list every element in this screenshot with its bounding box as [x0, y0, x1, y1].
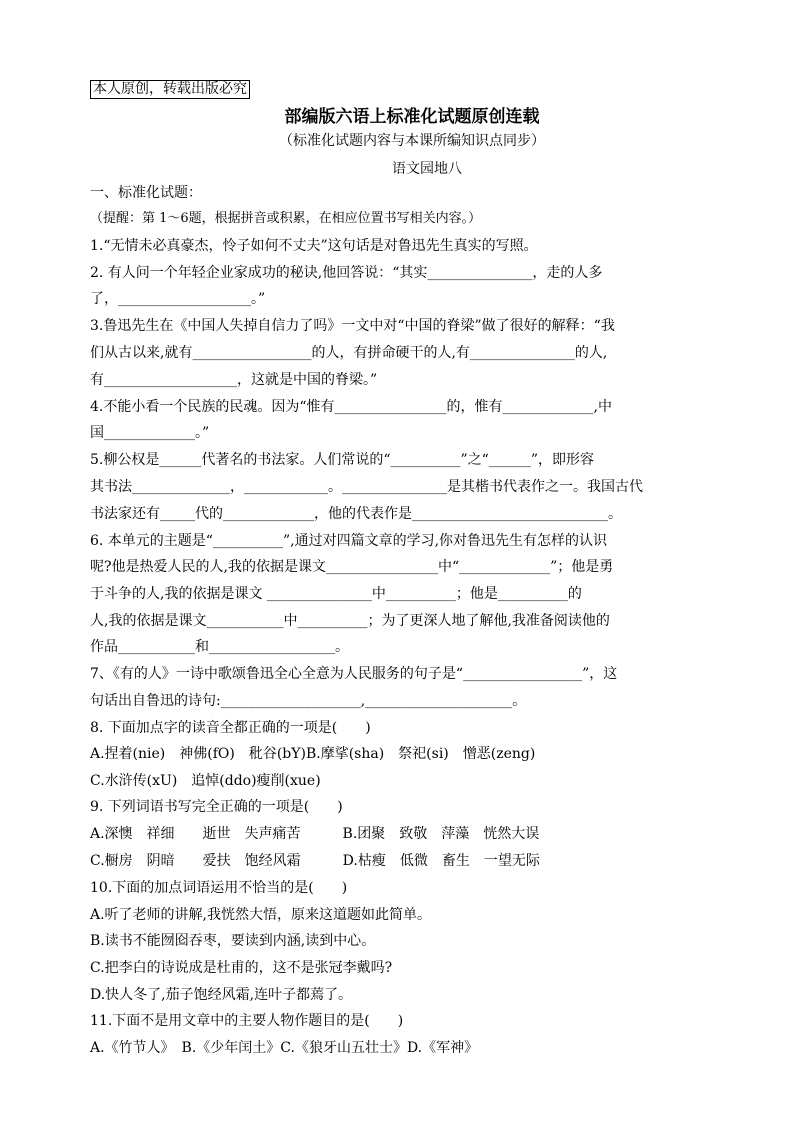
question-line: （提醒：第 1～6题，根据拼音或积累，在相应位置书写相关内容。）: [90, 211, 482, 226]
question-line: 1.“无情未必真豪杰，怜子如何不丈夫”这句话是对鲁迅先生真实的写照。: [90, 238, 538, 254]
question-line: 3.鲁迅先生在《中国人失掉自信力了吗》一文中对“中国的脊梁”做了很好的解释：“我: [90, 318, 615, 334]
question-line: 于斗争的人,我的依据是课文 _______________中__________；他是__________的: [90, 586, 582, 602]
question-line: 作品___________和__________________。: [90, 639, 349, 655]
option-line: C.水浒传(xU) 追悼(ddo)瘦削(xue): [90, 773, 321, 789]
question-line: 2. 有人问一个年轻企业家成功的秘诀,他回答说：“其实_______________，走的人多: [90, 265, 603, 281]
question-line: 们从古以来,就有_________________的人，有拼命硬干的人,有_______________的人,: [90, 345, 608, 361]
unit-title: 语文园地八: [392, 161, 462, 177]
option-line: C.把李白的诗说成是杜甫的，这不是张冠李戴吗?: [90, 960, 393, 976]
question-line: 5.柳公权是______代著名的书法家。人们常说的“__________”之“______”，即形容: [90, 452, 594, 468]
option-line: A.听了老师的讲解,我恍然大悟，原来这道题如此简单。: [90, 907, 432, 923]
question-line: 人,我的依据是课文___________中__________；为了更深人地了解他,我准备阅读他的: [90, 613, 610, 629]
question-line: 6. 本单元的主题是“__________”,通过对四篇文章的学习,你对鲁迅先生有怎样的认识: [90, 533, 608, 549]
option-line: A.《竹节人》 B.《少年闰土》C.《狼牙山五壮士》D.《军神》: [90, 1040, 479, 1056]
question-line: 11.下面不是用文章中的主要人物作题目的是( ): [90, 1013, 404, 1029]
question-line: 9. 下列词语书写完全正确的一项是( ): [90, 799, 343, 815]
option-line: B.读书不能囫囵吞枣，要读到内涵,读到中心。: [90, 933, 376, 949]
question-line: 其书法______________，____________。_______________是其楷书代表作之一。我国古代: [90, 479, 643, 495]
section-heading: 一、标准化试题：: [90, 185, 202, 201]
question-line: 国_____________。”: [90, 425, 210, 441]
page-subtitle: （标准化试题内容与本课所编知识点同步）: [279, 133, 545, 149]
page-title: 部编版六语上标准化试题原创连载: [284, 107, 540, 127]
option-line: A.捏着(nie) 神佛(fO) 秕谷(bY)B.摩挲(sha) 祭祀(si) 憎恶(zeng): [90, 746, 536, 762]
question-line: 8. 下面加点字的读音全都正确的一项是( ): [90, 720, 371, 736]
question-line: 4.不能小看一个民族的民魂。因为“惟有________________的，惟有_____________,中: [90, 399, 612, 415]
question-line: 了，___________________。”: [90, 291, 266, 307]
question-line: 10.下面的加点词语运用不恰当的是( ): [90, 880, 348, 896]
question-line: 有___________________，这就是中国的脊梁。”: [90, 372, 378, 388]
question-line: 书法家还有_____代的_____________，他的代表作是____________________________。: [90, 506, 622, 522]
copyright-stamp: 本人原创，转载出版必究: [90, 80, 250, 99]
option-line: C.橱房 阴暗 爱扶 饱经风霜 D.枯瘦 低微 畜生 一望无际: [90, 853, 540, 869]
question-line: 句话出自鲁迅的诗句:____________________,_____________________。: [90, 693, 527, 709]
question-line: 7、《有的人》一诗中歌颂鲁迅全心全意为人民服务的句子是“_________________”，这: [90, 666, 618, 682]
option-line: A.深懊 祥细 逝世 失声痛苦 B.团聚 致敬 萍藻 恍然大误: [90, 826, 540, 842]
option-line: D.快人冬了,茄子饱经风霜,连叶子都蔫了。: [90, 987, 353, 1003]
question-line: 呢?他是热爱人民的人,我的依据是课文________________中“_____________”；他是勇: [90, 559, 614, 575]
